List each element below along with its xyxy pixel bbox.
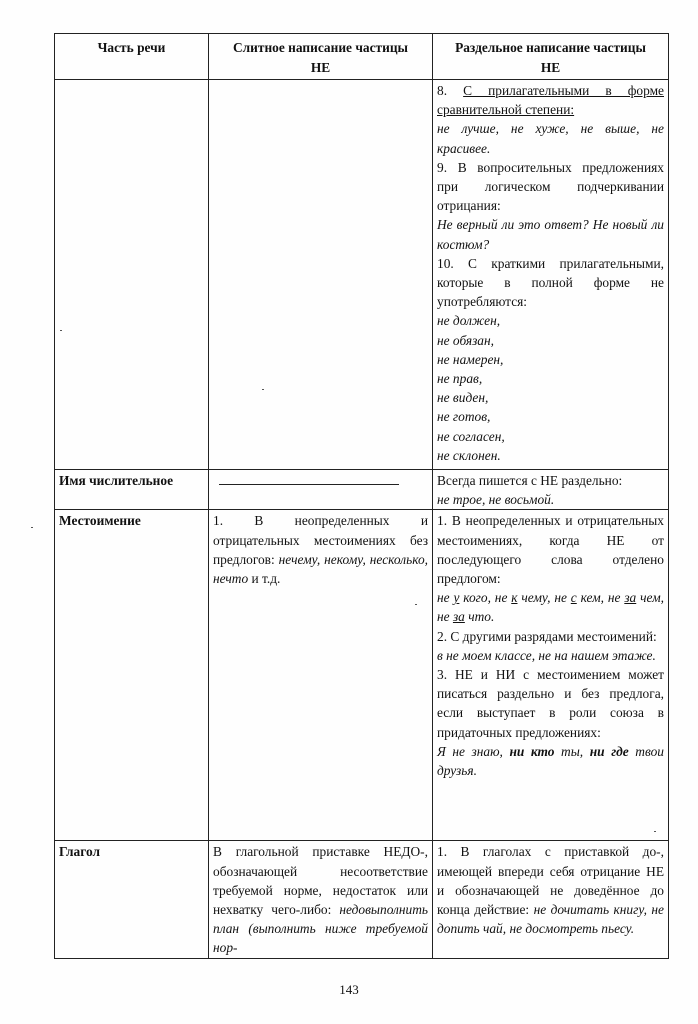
pronoun-rule2-text: 2. С другими разрядами местоимений: bbox=[437, 628, 657, 644]
scan-speck bbox=[60, 330, 62, 331]
particle-ne-table bbox=[54, 33, 669, 959]
adj-rule10-word: не согласен, bbox=[437, 428, 505, 444]
verb-rule1-example: не дочитать книгу, не допить чай, не досмотреть пьесу. bbox=[437, 902, 664, 937]
adj-rule8-number: 8. bbox=[437, 83, 448, 98]
ex-part: чему, не bbox=[517, 590, 571, 606]
scan-speck bbox=[31, 527, 33, 528]
adj-rule8-text: С прилагательными в форме сравнительной степени: bbox=[437, 83, 664, 118]
ex-bold: ни где bbox=[589, 743, 629, 759]
verb-joined-example: недовыполнить план (выполнить ниже требуемой нор- bbox=[213, 902, 428, 956]
adjective-continued-row bbox=[55, 80, 669, 470]
adj-rule10-text: 10. С краткими прилагательными, которые в полной форме не употребляются: bbox=[437, 255, 664, 310]
adj-rule10-word: не намерен, bbox=[437, 351, 504, 367]
header-part-of-speech: Часть речи bbox=[55, 34, 209, 80]
verb-row bbox=[55, 841, 669, 958]
adj-rule10-word: не прав, bbox=[437, 371, 483, 387]
preposition-underlined: к bbox=[511, 590, 518, 606]
header-joined-spelling bbox=[209, 34, 433, 80]
numeral-label: Имя числительное bbox=[55, 470, 209, 510]
pronoun-rule1-example bbox=[437, 590, 664, 624]
header-joined-line2: НЕ bbox=[310, 60, 331, 75]
preposition-underlined: с bbox=[570, 590, 577, 606]
adj-rule10-word: не обязан, bbox=[437, 332, 494, 348]
pronoun-rule3-example bbox=[437, 744, 664, 778]
verb-rule1-text: 1. В глаголах с приставкой до-, имеющей впереди себя отрицание НЕ и обозначающей не доведённое до конца действие: bbox=[437, 844, 664, 918]
page-number: 143 bbox=[339, 982, 359, 997]
numeral-rule-text: Всегда пишется с НЕ раздельно: bbox=[437, 473, 623, 488]
ex-part: твои друзья. bbox=[437, 743, 665, 779]
adj-rule10-word: не готов, bbox=[437, 409, 491, 425]
pronoun-rule1-text: 1. В неопределенных и отрицательных местоимениях, когда НЕ от последующего слова отделено предлогом: bbox=[437, 513, 664, 587]
verb-joined-text: В глагольной приставке НЕДО-, обозначающей несоответствие требуемой норме, недостаток или нехватку чего-либо: bbox=[213, 844, 428, 918]
ex-part: что. bbox=[464, 609, 495, 625]
adj-rule10-word: не склонен. bbox=[437, 447, 501, 463]
scan-speck bbox=[415, 604, 417, 605]
pronoun-rule2-example: в не моем классе, не на нашем этаже. bbox=[437, 647, 656, 663]
adj-rule10-word: не виден, bbox=[437, 390, 489, 406]
adj-part-cell bbox=[55, 80, 209, 470]
header-separate-line2: НЕ bbox=[540, 60, 561, 75]
adj-rule9-text: 9. В вопросительных предложениях при логическом подчеркивании отрицания: bbox=[437, 159, 664, 214]
header-joined-line1: Слитное написание частицы bbox=[232, 40, 409, 55]
ex-part: ты, bbox=[554, 743, 590, 759]
pronoun-joined-cell bbox=[209, 510, 433, 841]
adj-rule8-example: не лучше, не хуже, не выше, не красивее. bbox=[437, 121, 664, 156]
numeral-row bbox=[55, 470, 669, 510]
pronoun-joined-example: нечему, некому, несколько, нечто bbox=[213, 551, 428, 587]
ex-part: чем, не bbox=[437, 590, 664, 625]
numeral-separate-cell bbox=[433, 470, 669, 510]
pronoun-rule3-text: 3. НЕ и НИ с местоимением может писаться раздельно и без предлога, если выступает в роли союза в придаточных предложениях: bbox=[437, 667, 664, 740]
adj-rule10-word: не должен, bbox=[437, 313, 501, 329]
scan-speck bbox=[654, 831, 656, 832]
header-separate-line1: Раздельное написание частицы bbox=[455, 40, 646, 55]
pronoun-label: Местоимение bbox=[55, 510, 209, 841]
ex-part: кого, не bbox=[459, 590, 512, 606]
header-separate-spelling bbox=[433, 34, 669, 80]
preposition-underlined: у bbox=[453, 590, 460, 606]
pronoun-joined-tail: и т.д. bbox=[251, 571, 281, 587]
verb-separate-cell bbox=[433, 841, 669, 958]
pronoun-separate-cell bbox=[433, 510, 669, 841]
pronoun-joined-text: 1. В неопределенных и отрицательных местоимениях без предлогов: bbox=[213, 513, 428, 567]
adj-separate-cell bbox=[433, 80, 669, 470]
numeral-rule-example: не трое, не восьмой. bbox=[437, 492, 555, 508]
pronoun-row bbox=[55, 510, 669, 841]
ex-part: Я не знаю, bbox=[437, 743, 510, 759]
numeral-joined-cell bbox=[209, 470, 433, 510]
scan-speck bbox=[262, 389, 264, 390]
ex-part: кем, не bbox=[576, 590, 625, 606]
preposition-underlined: за bbox=[452, 609, 465, 625]
verb-joined-cell bbox=[209, 841, 433, 958]
header-row bbox=[55, 34, 669, 80]
ex-bold: ни кто bbox=[509, 743, 555, 759]
adj-joined-cell bbox=[209, 80, 433, 470]
ex-part: не bbox=[437, 590, 454, 606]
preposition-underlined: за bbox=[624, 590, 637, 606]
adj-rule9-example: Не верный ли это ответ? Не новый ли костюм? bbox=[437, 217, 664, 252]
empty-dash-line bbox=[219, 484, 399, 485]
verb-label: Глагол bbox=[55, 841, 209, 958]
